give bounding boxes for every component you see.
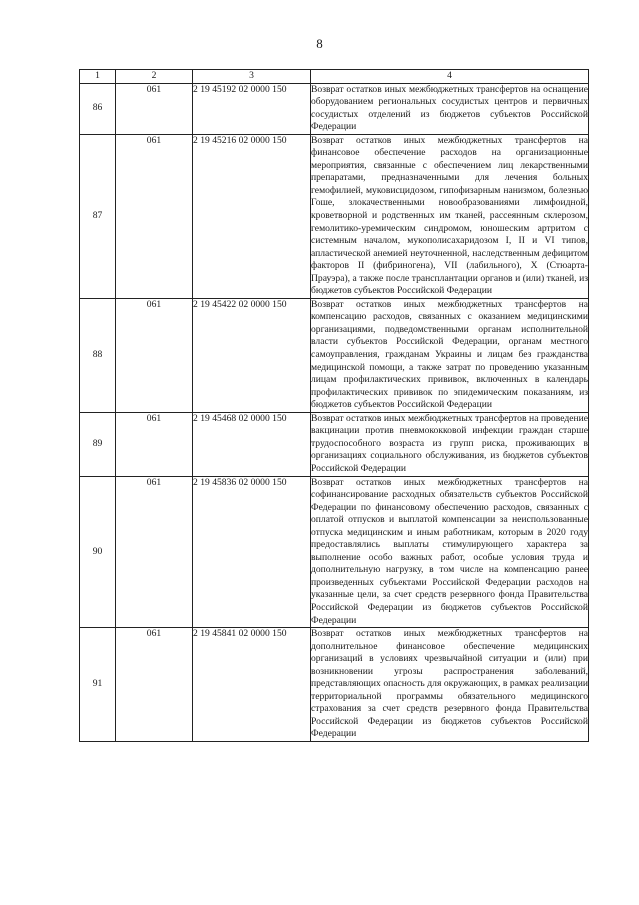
row-number: 91 bbox=[80, 628, 116, 742]
row-number: 87 bbox=[80, 134, 116, 298]
row-number: 86 bbox=[80, 83, 116, 134]
row-number: 88 bbox=[80, 298, 116, 412]
income-description: Возврат остатков иных межбюджетных трансфертов на дополнительное финансовое обеспечение медицинских организаций в условиях чрезвычайной ситуации и (или) при возникновении угрозы распространения заболеваний, представляющих опасность для окружающих, в рамках реализации территориальной программы обязательного медицинского страхования за счет средств резервного фонда Правительства Российской Федерации из бюджетов субъектов Российской Федерации bbox=[311, 628, 589, 742]
table-row bbox=[80, 476, 589, 628]
table-header-row bbox=[80, 70, 589, 84]
column-header-2: 2 bbox=[116, 70, 193, 84]
column-header-3: 3 bbox=[193, 70, 311, 84]
administrator-code: 061 bbox=[116, 412, 193, 476]
administrator-code: 061 bbox=[116, 628, 193, 742]
column-header-4: 4 bbox=[311, 70, 589, 84]
budget-classification-code: 2 19 45468 02 0000 150 bbox=[193, 412, 311, 476]
income-description: Возврат остатков иных межбюджетных трансфертов на финансовое обеспечение расходов на организационные мероприятия, связанные с обеспечением лиц лекарственными препаратами, предназначенными для лечения больных гемофилией, муковисцидозом, гипофизарным нанизмом, болезнью Гоше, злокачественными новообразованиями лимфоидной, кроветворной и родственных им тканей, рассеянным склерозом, гемолитико-уремическим синдромом, юношеским артритом с системным началом, мукополисахаридозом I, II и VI типов, апластической анемией неуточненной, наследственным дефицитом факторов II (фибриногена), VII (лабильного), X (Стюарта-Прауэра), а также после трансплантации органов и (или) тканей, из бюджетов субъектов Российской Федерации bbox=[311, 134, 589, 298]
row-number: 90 bbox=[80, 476, 116, 628]
administrator-code: 061 bbox=[116, 83, 193, 134]
table-row bbox=[80, 628, 589, 742]
page-number: 8 bbox=[316, 36, 323, 51]
income-description: Возврат остатков иных межбюджетных трансфертов на софинансирование расходных обязательств субъектов Российской Федерации по финансовому обеспечению расходов, связанных с оплатой отпусков и выплатой компенсации за неиспользованные отпуска медицинским и иным работникам, которым в 2020 году предоставлялись выплаты стимулирующего характера за выполнение особо важных работ, особые условия труда и дополнительную нагрузку, в том числе на компенсацию ранее произведенных субъектами Российской Федерации расходов на указанные цели, за счет средств резервного фонда Правительства Российской Федерации из бюджетов субъектов Российской Федерации bbox=[311, 476, 589, 628]
table-row bbox=[80, 134, 589, 298]
budget-classification-code: 2 19 45192 02 0000 150 bbox=[193, 83, 311, 134]
budget-classification-code: 2 19 45422 02 0000 150 bbox=[193, 298, 311, 412]
budget-codes-table bbox=[79, 69, 589, 742]
column-header-1: 1 bbox=[80, 70, 116, 84]
budget-classification-code: 2 19 45836 02 0000 150 bbox=[193, 476, 311, 628]
budget-classification-code: 2 19 45841 02 0000 150 bbox=[193, 628, 311, 742]
income-description: Возврат остатков иных межбюджетных трансфертов на проведение вакцинации против пневмококковой инфекции граждан старше трудоспособного возраста из групп риска, проживающих в организациях социального обслуживания, из бюджетов субъектов Российской Федерации bbox=[311, 412, 589, 476]
table-row bbox=[80, 412, 589, 476]
administrator-code: 061 bbox=[116, 134, 193, 298]
income-description: Возврат остатков иных межбюджетных трансфертов на оснащение оборудованием региональных сосудистых центров и первичных сосудистых отделений из бюджетов субъектов Российской Федерации bbox=[311, 83, 589, 134]
administrator-code: 061 bbox=[116, 476, 193, 628]
income-description: Возврат остатков иных межбюджетных трансфертов на компенсацию расходов, связанных с оказанием медицинскими организациями, подведомственными органам исполнительной власти субъектов Российской Федерации, органам местного самоуправления, гражданам Украины и лицам без гражданства медицинской помощи, а также затрат по проведению указанным лицам профилактических прививок, включенных в календарь профилактических прививок по эпидемическим показаниям, из бюджетов субъектов Российской Федерации bbox=[311, 298, 589, 412]
row-number: 89 bbox=[80, 412, 116, 476]
budget-classification-code: 2 19 45216 02 0000 150 bbox=[193, 134, 311, 298]
table-row bbox=[80, 298, 589, 412]
table-row bbox=[80, 83, 589, 134]
administrator-code: 061 bbox=[116, 298, 193, 412]
